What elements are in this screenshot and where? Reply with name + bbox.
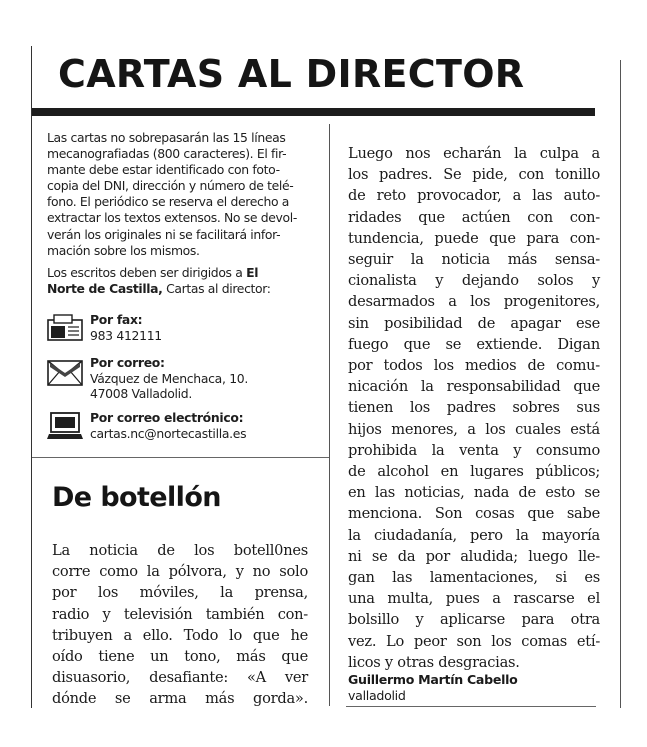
rules-line: copia del DNI, dirección y número de telé-	[47, 178, 294, 194]
rules-line: verán los originales ni se facilitará infor-	[47, 226, 281, 242]
contact-label: Por fax:	[90, 312, 143, 327]
letter-line: por todos los medios de comu-	[348, 357, 600, 375]
letter-line: fuego que se extiende. Digan	[348, 335, 600, 353]
letter-line: cionalista y dejando solos y	[348, 272, 600, 290]
letter-line: disuasorio, desafiante: «A ver	[52, 669, 308, 687]
letter-line: sin posibilidad de apagar ese	[348, 314, 600, 332]
column-divider	[329, 124, 330, 706]
letter-line: nicación la responsabilidad que	[348, 378, 600, 396]
envelope-icon	[47, 359, 83, 387]
letter-line: Luego nos echarán la culpa a	[348, 145, 600, 162]
letter-line: ridades que actúen con con-	[348, 208, 600, 226]
letter-line: por los móviles, la prensa,	[52, 584, 308, 602]
letter-line: la ciudadanía, pero la mayoría	[348, 526, 600, 544]
email-address: cartas.nc@nortecastilla.es	[90, 425, 247, 441]
contact-post-text	[90, 355, 248, 402]
submission-rules	[47, 130, 315, 297]
signature-rule	[346, 706, 596, 707]
contact-fax-text	[90, 312, 162, 343]
rules-line: fono. El periódico se reserva el derecho a	[47, 194, 290, 210]
letter-line: seguir la noticia más sensa-	[348, 251, 600, 269]
rules-line: mecanografiadas (800 caracteres). El fir-	[47, 146, 287, 162]
fax-icon	[47, 314, 83, 342]
newspaper-name: Norte de Castilla,	[47, 280, 163, 296]
letter-line: bolsillo y aplicarse para otra	[348, 611, 600, 629]
letter-line: desarmados a los progenitores,	[348, 293, 600, 311]
letter-line: prohibida la venta y consumo	[348, 441, 600, 459]
fax-number: 983 412111	[90, 327, 162, 343]
rules-line: extractar los textos extensos. No se devol-	[47, 210, 297, 226]
letter-line: tundencia, puede que para con-	[348, 229, 600, 247]
letter-line: licos y otras desgracias.	[348, 653, 520, 671]
letter-line: ni se da por aludida; luego lle-	[348, 547, 600, 565]
author-name: Guillermo Martín Cabello	[348, 672, 518, 687]
postal-street: Vázquez de Menchaca, 10.	[90, 370, 249, 386]
letter-line: dónde se arma más gorda».	[52, 690, 308, 708]
letter-signature	[348, 672, 517, 704]
contact-label: Por correo electrónico:	[90, 410, 244, 425]
letter-body-left	[52, 540, 308, 710]
letter-line: una multa, pues a rascarse el	[348, 590, 600, 608]
contact-label: Por correo:	[90, 355, 165, 370]
letter-line: en las noticias, nada de esto se	[348, 484, 600, 502]
page-border-right	[620, 60, 621, 708]
author-city: valladolid	[348, 688, 406, 703]
section-title: CARTAS AL DIRECTOR	[58, 52, 525, 96]
rules-line: mante debe estar identificado con foto-	[47, 162, 280, 178]
postal-city: 47008 Valladolid.	[90, 386, 192, 401]
letter-line: corre como la pólvora, y no solo	[52, 563, 308, 581]
letter-line: de alcohol en lugares públicos;	[348, 463, 600, 481]
rules-line: mación sobre los mismos.	[47, 242, 200, 258]
address-intro-line-2	[47, 281, 315, 297]
address-target: Cartas al director:	[162, 280, 271, 296]
contact-email-text	[90, 410, 246, 441]
letter-body-right	[348, 143, 600, 673]
letter-line: vez. Lo peor son los comas etí-	[348, 632, 600, 650]
letter-line: La noticia de los botell0nes	[52, 542, 308, 559]
letter-line: tienen los padres sobres sus	[348, 399, 600, 417]
letter-line: gan las lamentaciones, si es	[348, 569, 600, 587]
info-separator	[32, 457, 329, 458]
address-intro	[47, 265, 315, 281]
letter-line: de reto provocador, a las auto-	[348, 187, 600, 205]
computer-icon	[47, 412, 83, 440]
letter-line: tribuyen a ello. Todo lo que he	[52, 626, 308, 644]
address-intro-text: Los escritos deben ser dirigidos a	[47, 264, 247, 280]
title-rule	[32, 108, 595, 116]
letter-line: hijos menores, a los cuales está	[348, 420, 600, 438]
letter-line: radio y televisión también con-	[52, 605, 308, 623]
letter-title: De botellón	[52, 482, 221, 513]
letter-line: los padres. Se pide, con tonillo	[348, 166, 600, 184]
rules-line: Las cartas no sobrepasarán las 15 líneas	[47, 130, 286, 145]
letter-line: menciona. Son cosas que sabe	[348, 505, 600, 523]
page-border-left	[31, 46, 32, 708]
newspaper-name: El	[246, 264, 259, 280]
letter-line: oído tiene un tono, más que	[52, 648, 308, 666]
